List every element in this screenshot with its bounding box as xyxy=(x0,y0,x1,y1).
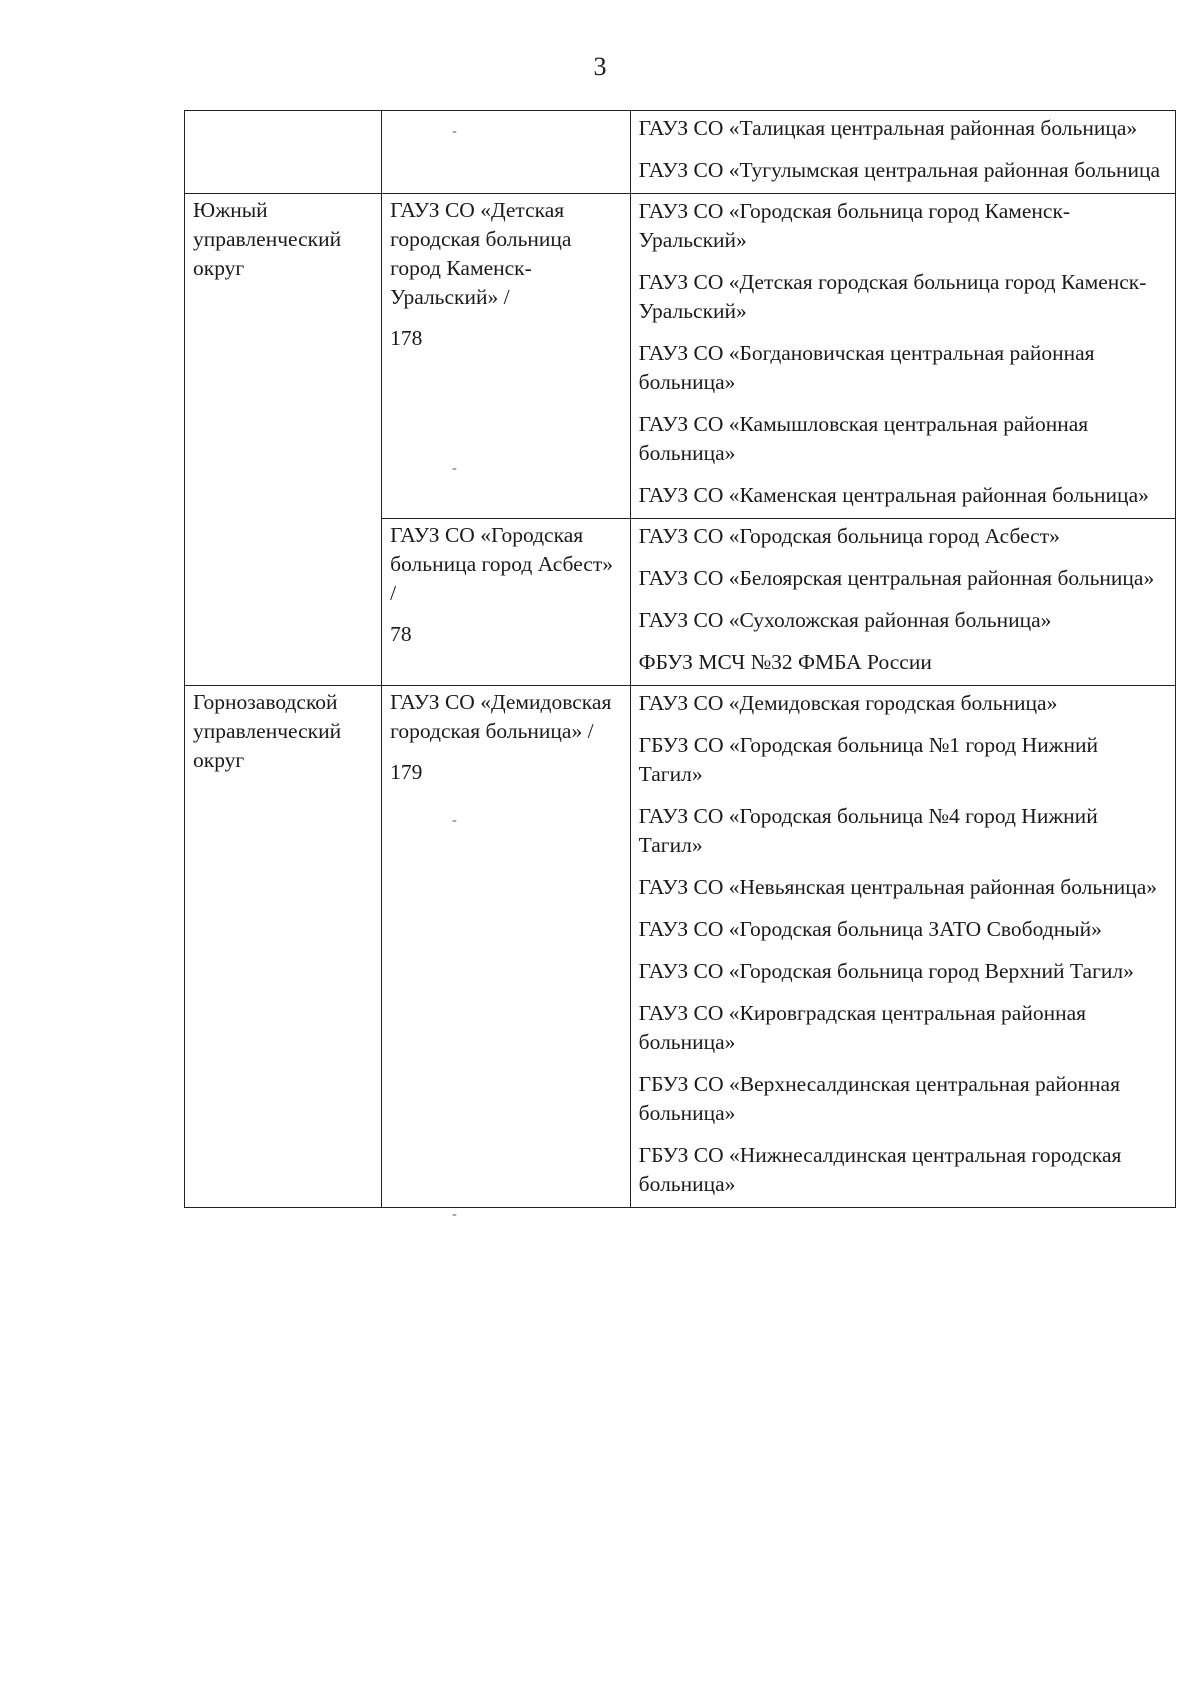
list-item: ГАУЗ СО «Кировградская центральная районная больница» xyxy=(638,1001,1087,1054)
org-cell xyxy=(630,111,1175,194)
table-row xyxy=(185,686,1176,1208)
list-item: ГАУЗ СО «Каменская центральная районная больница» xyxy=(638,483,1149,507)
center-cell xyxy=(382,686,631,1222)
list-item: ГАУЗ СО «Камышловская центральная районная больница» xyxy=(638,412,1089,465)
list-item: ГАУЗ СО «Богдановичская центральная районная больница» xyxy=(638,341,1095,394)
center-cell xyxy=(382,111,631,194)
center-cell xyxy=(382,519,631,686)
list-item: ГАУЗ СО «Детская городская больница город Каменск-Уральский» xyxy=(638,270,1147,323)
scan-mark: - xyxy=(452,1207,457,1222)
list-item: ГАУЗ СО «Сухоложская районная больница» xyxy=(638,608,1052,632)
list-item: ГАУЗ СО «Городская больница №4 город Нижний Тагил» xyxy=(638,804,1098,857)
page-number: 3 xyxy=(593,52,607,81)
list-item: ГБУЗ СО «Верхнесалдинская центральная районная больница» xyxy=(638,1072,1120,1125)
center-code: 179 xyxy=(390,760,423,784)
list-item: ГАУЗ СО «Городская больница ЗАТО Свободный» xyxy=(638,917,1102,941)
center-name: ГАУЗ СО «Детская городская больница город Каменск-Уральский» / xyxy=(390,198,572,309)
center-code: 178 xyxy=(390,326,423,350)
org-cell xyxy=(630,519,1175,686)
district-cell xyxy=(185,111,382,194)
district-cell: Южный управленческий округ xyxy=(185,194,382,686)
scan-mark: - xyxy=(452,813,457,828)
list-item: ФБУЗ МСЧ №32 ФМБА России xyxy=(638,650,932,674)
list-item: ГАУЗ СО «Городская больница город Асбест» xyxy=(638,524,1060,548)
center-code: 78 xyxy=(390,622,412,646)
center-cell xyxy=(382,194,631,519)
org-cell xyxy=(630,194,1175,519)
list-item: ГАУЗ СО «Городская больница город Каменск-Уральский» xyxy=(638,199,1071,252)
hospital-table xyxy=(184,110,1176,1222)
table-row xyxy=(185,194,1176,519)
list-item: ГАУЗ СО «Белоярская центральная районная больница» xyxy=(638,566,1155,590)
scan-mark: - xyxy=(452,124,457,139)
list-item: ГБУЗ СО «Городская больница №1 город Нижний Тагил» xyxy=(638,733,1098,786)
list-item: ГАУЗ СО «Невьянская центральная районная больница» xyxy=(638,875,1158,899)
district-cell: Горнозаводской управленческий округ xyxy=(185,686,382,1208)
list-item: ГАУЗ СО «Талицкая центральная районная больница» xyxy=(638,116,1138,140)
org-cell xyxy=(630,686,1175,1208)
table-row xyxy=(185,111,1176,194)
list-item: ГАУЗ СО «Тугулымская центральная районная больница xyxy=(638,158,1161,182)
list-item: ГБУЗ СО «Нижнесалдинская центральная городская больница» xyxy=(638,1143,1122,1196)
center-name: ГАУЗ СО «Демидовская городская больница» / xyxy=(390,690,612,743)
list-item: ГАУЗ СО «Демидовская городская больница» xyxy=(638,691,1058,715)
scan-mark: - xyxy=(452,461,457,476)
list-item: ГАУЗ СО «Городская больница город Верхний Тагил» xyxy=(638,959,1134,983)
center-name: ГАУЗ СО «Городская больница город Асбест» / xyxy=(390,523,613,605)
